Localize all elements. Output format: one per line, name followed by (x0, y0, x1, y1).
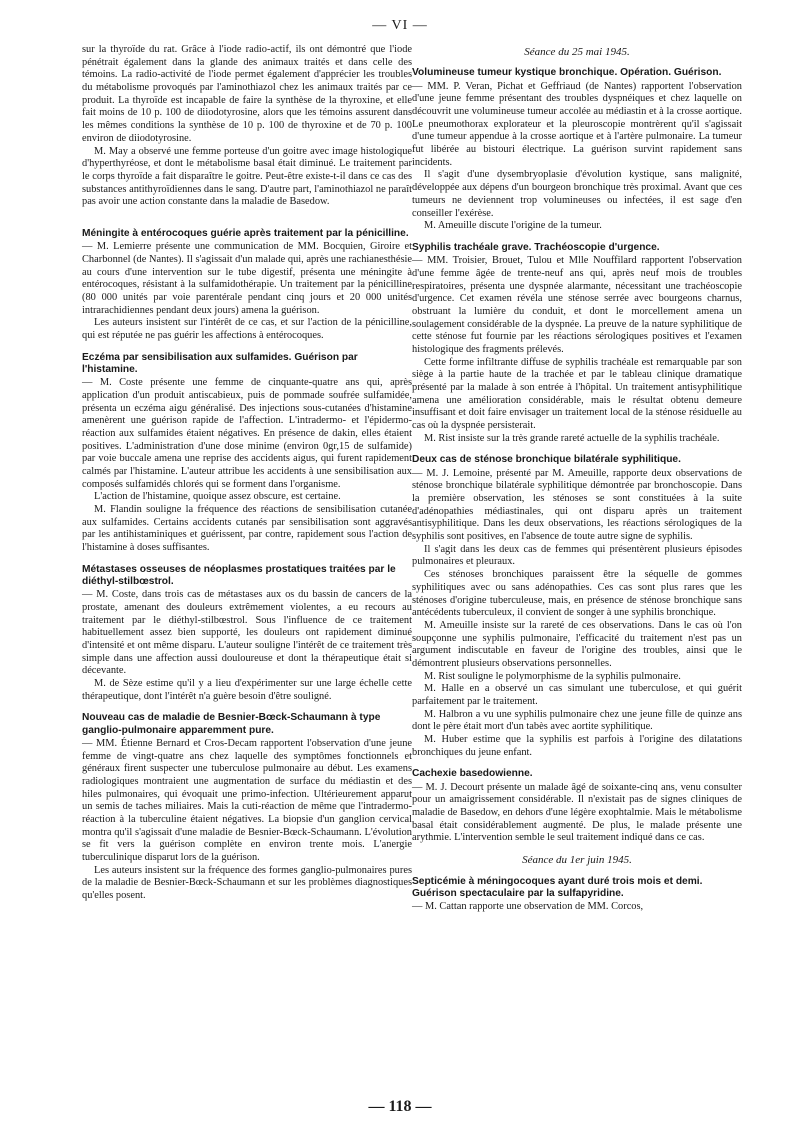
section-title: Deux cas de sténose bronchique bilatérale syphilitique. (412, 454, 681, 466)
section-title: Méningite à entérocoques guérie après traitement par la pénicilline. (82, 227, 409, 239)
section-syphilis-tracheale (412, 242, 742, 446)
paragraph: M. Huber estime que la syphilis est parfois à l'origine des dilatations bronchiques du jeune enfant. (412, 734, 742, 758)
section-meningite (82, 228, 412, 343)
paragraph: — M. J. Decourt présente un malade âgé de soixante-cinq ans, venu consulter pour un amaigrissement considérable. Il n'existait pas de signes cliniques de maladie de Basedow, en dehors d'une légère exophtalmie. Mais le métabolisme basal était considérablement augmenté. De plus, le malade présente une arythmie. L'intervention semble le seul traitement indiqué dans ce cas. (412, 781, 742, 844)
paragraph: M. Rist insiste sur la très grande rareté actuelle de la syphilis trachéale. (424, 432, 720, 444)
section-stenose (412, 454, 742, 759)
paragraph: — M. Cattan rapporte une observation de MM. Corcos, (412, 901, 644, 913)
section-title: Cachexie basedowienne. (412, 768, 533, 780)
section-title: Volumineuse tumeur kystique bronchique. Opération. Guérison. (412, 67, 722, 79)
paragraph: M. Ameuille discute l'origine de la tumeur. (424, 220, 602, 232)
paragraph: M. Rist souligne le polymorphisme de la syphilis pulmonaire. (424, 670, 681, 682)
section-title: Syphilis trachéale grave. Trachéoscopie d'urgence. (412, 241, 660, 253)
right-column (412, 44, 742, 923)
section-title: Septicémie à méningocoques ayant duré trois mois et demi. Guérison spectaculaire par la sulfapyridine. (412, 875, 703, 899)
page-header: — VI — (372, 18, 428, 33)
paragraph: L'action de l'histamine, quoique assez obscure, est certaine. (94, 491, 341, 503)
section-septicemie (412, 876, 742, 914)
section-besnier (82, 712, 412, 902)
paragraph: M. May a observé une femme porteuse d'un goitre avec image histologique d'hyperthyréose, et dont le métabolisme basal était diminué. Le traitement par le corps thyroïde a fait disparaître le goitre. Peut-être existe-t-il dans ce cas des substances antithyroïdiennes dans le sang. D'autre part, l'aminothiazol ne paraît pas avoir une action constante dans la maladie de Basedow. (82, 145, 412, 208)
paragraph: sur la thyroïde du rat. Grâce à l'iode radio-actif, ils ont démontré que l'iode pénétrait également dans la glande des animaux traités et dans celle des témoins. La radio-activité de l'iode permet également d'apprécier les troubles du métabolisme provoqués par l'aminothiazol chez les animaux traités par ce produit. La thyroïde est incapable de faire la synthèse de la thyroxine, et elle fait moins de 10 p. 100 de diiodotyrosine, alors que les témoins assurent dans les mêmes conditions la synthèse de 10 p. 100 de thyroxine et de 70 p. 100 environ de diiodotyrosine. (82, 44, 412, 144)
section-title: Nouveau cas de maladie de Besnier-Bœck-Schaumann à type ganglio-pulmonaire apparemment pure. (82, 712, 381, 736)
paragraph: M. Flandin souligne la fréquence des réactions de sensibilisation cutanée aux sulfamides. Certains accidents cutanés par sensibilisation sont aggravés par les antihistaminiques et guérissent, par contre, rapidement sous l'action de l'histamine à doses suffisantes. (82, 504, 412, 554)
section-tumeur (412, 67, 742, 232)
paragraph: M. Halbron a vu une syphilis pulmonaire chez une jeune fille de quinze ans dont le père était mort d'un tabès avec aortite syphilitique. (412, 708, 742, 733)
left-column (82, 44, 412, 912)
paragraph: — M. Lemierre présente une communication de MM. Bocquien, Giroire et Charbonnel (de Nantes). Il s'agissait d'un malade qui, après une rachianesthésie au cours d'une intervention sur le tube digestif, présenta une méningite à entérocoques, résistant à la sulfamidothérapie. Un traitement par la pénicilline (80 000 unités par voie parentérale pendant cinq jours et 20 000 unités intrarachidiennes pendant deux jours) amena la guérison. (82, 241, 412, 316)
page-number: — 118 — (368, 1098, 432, 1115)
paragraph: — MM. P. Veran, Pichat et Geffriaud (de Nantes) rapportent l'observation d'une jeune femme présentant des troubles dyspnéiques et chez laquelle on découvrit une volumineuse tumeur accolée au médiastin et à la crosse aortique. Le pneumothorax explorateur et la pleuroscopie montrèrent qu'il s'agissait d'une tumeur appendue à la crosse aortique et à l'artère pulmonaire. La tumeur fut libérée au bistouri électrique. La guérison survint rapidement sans incidents. (412, 80, 742, 168)
paragraph: Il s'agit d'une dysembryoplasie d'évolution kystique, sans malignité, développée aux dépens d'un bourgeon bronchique très proximal. Avant que ces tumeurs ne deviennent trop volumineuses ou infectées, il est sage d'en conseiller l'exérèse. (412, 169, 742, 219)
paragraph: — MM. Troisier, Brouet, Tulou et Mlle Nouffilard rapportent l'observation d'une femme âgée de trente-neuf ans qui, après neuf mois de troubles respiratoires, présenta une dyspnée alarmante, nécessitant une trachéoscopie d'urgence. Cet examen révéla une sténose serrée avec bourgeons charnus, obstruant la lumière du conduit, et dont le morcellement amena un soulagement considérable de la dyspnée. La preuve de la nature syphilitique de cette sténose fut fournie par les réactions sérologiques positives et l'examen histologique des fragments prélevés. (412, 255, 742, 355)
paragraph: Il s'agit dans les deux cas de femmes qui présentèrent plusieurs épisodes pulmonaires et pleuraux. (412, 543, 742, 568)
section-eczema (82, 352, 412, 555)
paragraph: M. Ameuille insiste sur la rareté de ces observations. Dans le cas où l'on soupçonne une syphilis pulmonaire, l'efficacité du traitement n'est pas un argument indiscutable en faveur de l'origine des troubles, ainsi que le démontrent plusieurs observations personnelles. (412, 619, 742, 669)
section-metastases (82, 564, 412, 704)
section-title: Métastases osseuses de néoplasmes prostatiques traitées par le diéthyl-stilbœstrol. (82, 563, 396, 587)
section-cachexie (412, 768, 742, 845)
paragraph: Ces sténoses bronchiques paraissent être la séquelle de gommes syphilitiques avec ou sans adénopathies. Ces cas sont plus rares que les sténoses d'origine tuberculeuse, mais, en présence de sténose bronchique sans antécédents tuberculeux, il convient de songer à une syphilis bronchique. (412, 569, 742, 619)
paragraph: — M. Coste, dans trois cas de métastases aux os du bassin de cancers de la prostate, amenant des douleurs extrêmement violentes, a eu recours au traitement par le diéthyl-stilbœstrol. Sous l'influence de ce traitement habituellement assez bien supporté, les douleurs ont rapidement diminué d'intensité et ont même disparu. L'auteur souligne l'intérêt de ce traitement très simple dans une affection aussi douloureuse et dont la thérapeutique était si décevante. (82, 589, 412, 677)
intro-section (82, 44, 412, 209)
section-title: Eczéma par sensibilisation aux sulfamides. Guérison par l'histamine. (82, 351, 358, 375)
paragraph: Les auteurs insistent sur la fréquence des formes ganglio-pulmonaires pures de la maladie de Besnier-Bœck-Schaumann et sur les problèmes diagnostiques qu'elles posent. (82, 864, 412, 902)
paragraph: — M. Coste présente une femme de cinquante-quatre ans qui, après application d'un produit antiscabieux, puis de pommade soufrée sulfamidée, présenta un eczéma aigu généralisé. Des injections sous-cutanées d'histamine amenèrent une guérison rapide de l'affection. L'intradermo- et l'épidermo-réaction aux sulfamides étaient négatives. En présence de dakin, elles étaient positives. L'administration d'une dose minime (environ 0gr,15 de sulfamide) par voie buccale amena une reprise des accidents aigus, qui furent rapidement calmés par l'histamine. L'auteur attribue les accidents à une sensibilisation aux composés sulfamidés chlorés qui se forment dans l'organisme. (82, 377, 412, 490)
paragraph: M. Halle en a observé un cas simulant une tuberculose, et qui guérit parfaitement par le traitement. (412, 683, 742, 708)
paragraph: — M. J. Lemoine, présenté par M. Ameuille, rapporte deux observations de sténose bronchique bilatérale syphilitique démontrée par bronchoscopie. Dans la première observation, les sténoses se sont constituées à la suite d'adénopathies médiastinales, qui ont disparu après un traitement antisyphilitique. Dans les deux observations, les réactions sérologiques de la syphilis sont positives, en l'absence de toute autre signe de syphilis. (412, 467, 742, 543)
paragraph: — MM. Étienne Bernard et Cros-Decam rapportent l'observation d'une jeune femme de vingt-quatre ans chez laquelle des symptômes fonctionnels et généraux firent suspecter une tuberculose pulmonaire au début. Les examens radiologiques montraient une augmentation de surface du médiastin et des hiles pulmonaires, qui évoquait une primo-infection. Ultérieurement apparut un semis de taches miliaires. Mais la cuti-réaction de même que l'intradermo-réaction à la tuberculine étaient négatives. La biopsie d'un ganglion cervical montra qu'il s'agissait d'une maladie de Besnier-Bœck-Schaumann. L'évolution se fit vers la guérison complète en environ trente mois. L'anergie tuberculinique disparut lors de la guérison. (82, 737, 412, 864)
paragraph: Cette forme infiltrante diffuse de syphilis trachéale est remarquable par son siège à la partie haute de la trachée et par le tableau clinique dramatique présenté par la malade à son entrée à l'hôpital. Un traitement antisyphilitique amena une amélioration considérable, mais le résultat obtenu demeure insuffisant et doit faire envisager un traitement local de la sténose résiduelle au cas où la dyspnée persisterait. (412, 356, 742, 432)
seance-date: Séance du 25 mai 1945. (524, 46, 630, 58)
seance-date: Séance du 1er juin 1945. (522, 854, 632, 867)
paragraph: Les auteurs insistent sur l'intérêt de ce cas, et sur l'action de la pénicilline, qui est réputée ne pas guérir les affections à entérocoques. (82, 317, 412, 341)
paragraph: M. de Sèze estime qu'il y a lieu d'expérimenter sur une large échelle cette thérapeutique, dont l'intérêt n'a guère besoin d'être souligné. (82, 678, 412, 702)
